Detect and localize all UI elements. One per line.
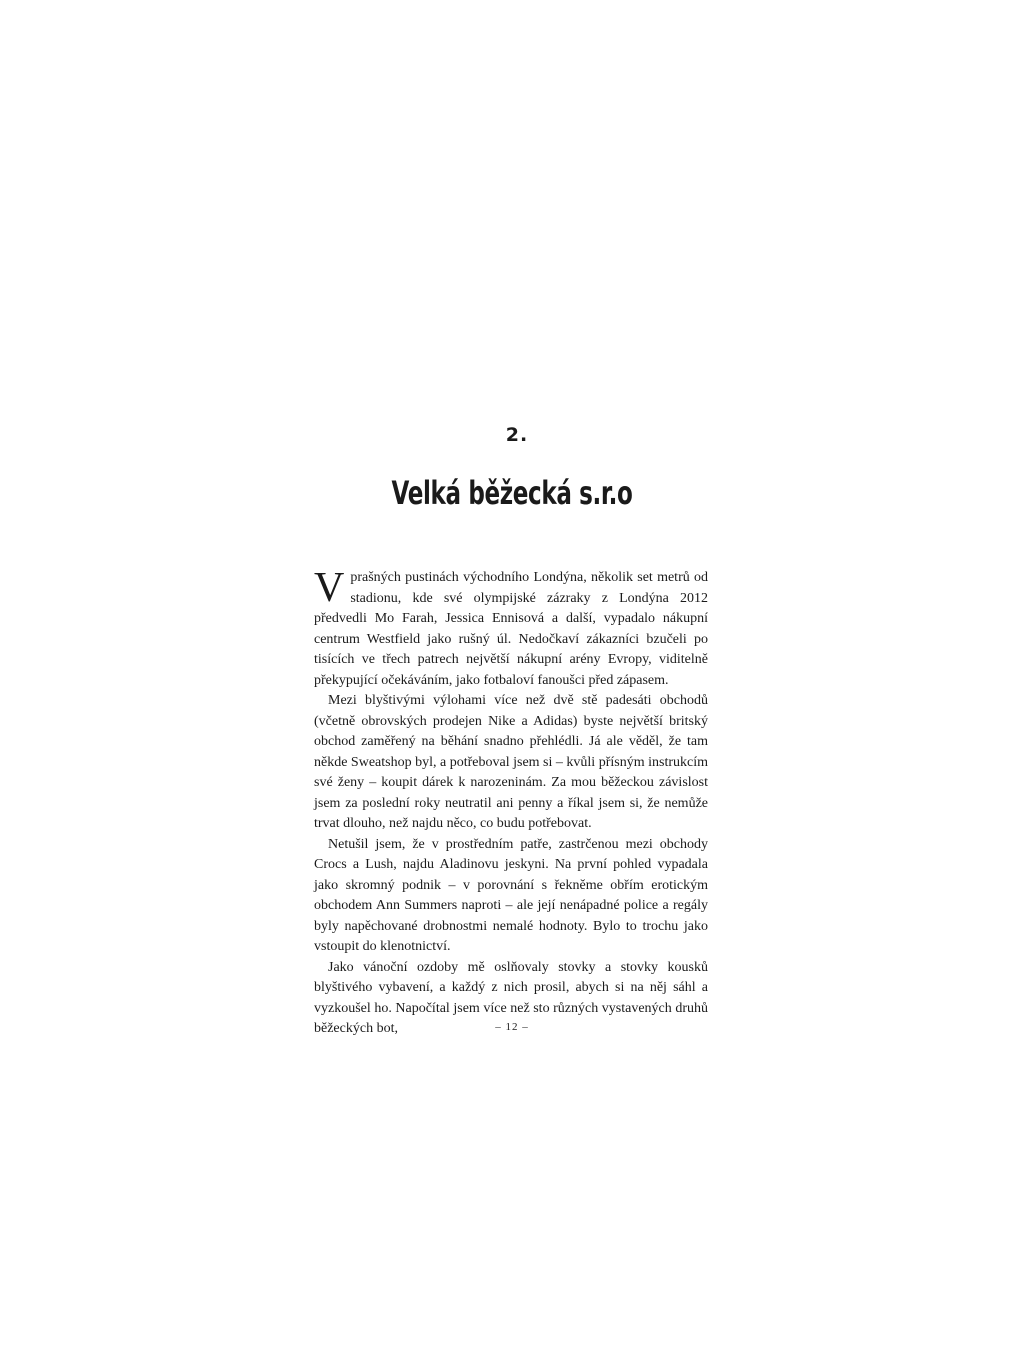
chapter-body <box>314 565 708 1040</box>
chapter-title: Velká běžecká s.r.o <box>391 474 633 512</box>
paragraph-2: Mezi blyštivými výlohami více než dvě stě padesáti obchodů (včetně obrovských prodejen Nike a Adidas) byste největší britský obchod zaměřený na běhání snadno přehlédli. Já ale věděl, že tam někde Sweatshop byl, a potřeboval jsem si – kvůli přísným instrukcím své ženy – koupit dárek k narozeninám. Za mou běžeckou závislost jsem za poslední roky neutratil ani penny a říkal jsem si, že nemůže trvat dlouho, než najdu něco, co budu potřebovat. <box>314 693 708 831</box>
paragraph-3: Netušil jsem, že v prostředním patře, zastrčenou mezi obchody Crocs a Lush, najdu Aladinovu jeskyni. Na první pohled vypadala jako skromný podnik – v porovnání s řekněme obřím erotickým obchodem Ann Summers naproti – ale její nenápadné police a regály byly napěchované drobnostmi nemalé hodnoty. Bylo to trochu jako vstoupit do klenotnictví. <box>314 836 708 954</box>
drop-cap: V <box>314 565 345 611</box>
paragraph-1 <box>314 565 708 691</box>
paragraph-4: Jako vánoční ozdoby mě oslňovaly stovky a stovky kousků blyštivého vybavení, a každý z nich prosil, abych si na něj sáhl a vyzkoušel ho. Napočítal jsem více než sto různých vystavených druhů běžeckých bot, <box>314 959 708 1036</box>
page-number: – 12 – <box>495 1021 529 1033</box>
chapter-number: 2. <box>505 424 529 446</box>
paragraph-1-text: prašných pustinách východního Londýna, několik set metrů od stadionu, kde své olympijské zázraky z Londýna 2012 předvedli Mo Farah, Jessica Ennisová a další, vypadalo nákupní centrum Westfield jako rušný úl. Nedočkaví zákazníci bzučeli po tisících ve třech patrech největší nákupní arény Evropy, viditelně překypující očekáváním, jako fotbaloví fanoušci před zápasem. <box>314 570 708 688</box>
